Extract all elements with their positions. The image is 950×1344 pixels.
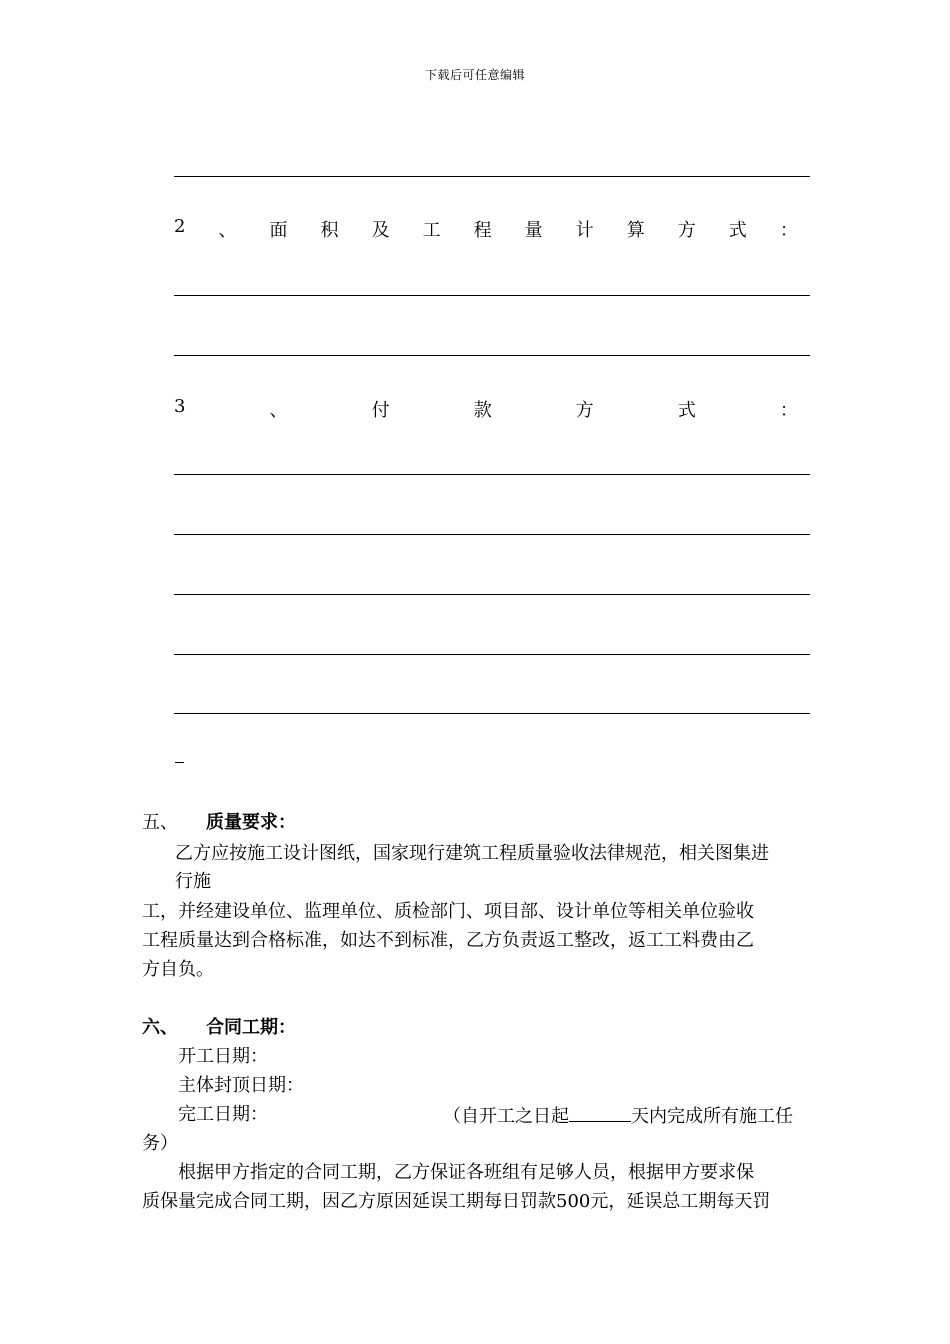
completion-note-start: （自开工之日起 [443, 1106, 569, 1127]
spread-char: 、 [218, 220, 237, 241]
blank-line [174, 594, 810, 595]
blank-line [174, 176, 810, 177]
topping-out-date-label: 主体封顶日期： [178, 1075, 304, 1096]
area-calculation-method-label [174, 216, 798, 242]
section-6-number: 六、 [142, 1017, 178, 1038]
section-5-line: 方自负。 [142, 959, 214, 980]
blank-line [174, 654, 810, 655]
days-blank [569, 1103, 631, 1122]
blank-line [174, 355, 810, 356]
spread-char: 算 [626, 220, 645, 241]
spread-char: 程 [473, 220, 492, 241]
spread-char: ： [779, 220, 798, 241]
spread-char: 面 [269, 220, 288, 241]
schedule-paragraph-line: 质保量完成合同工期，因乙方原因延误工期每日罚款500元，延误总工期每天罚 [142, 1191, 771, 1212]
spread-char: 、 [269, 400, 288, 421]
section-5-title: 质量要求： [206, 812, 296, 833]
page-header-note: 下载后可任意编辑 [424, 68, 525, 82]
section-5-line: 乙方应按施工设计图纸，国家现行建筑工程质量验收法律规范，相关图集进 [175, 843, 769, 864]
spread-char: 款 [473, 400, 492, 421]
spread-char: 量 [524, 220, 543, 241]
spread-char: 计 [575, 220, 594, 241]
spread-char: 工 [422, 220, 441, 241]
completion-note-end: 天内完成所有施工任 [631, 1106, 793, 1127]
section-5-line: 行施 [175, 871, 211, 892]
section-5-number: 五、 [142, 812, 178, 833]
blank-line [174, 534, 810, 535]
spread-char: 付 [371, 400, 390, 421]
blank-line [174, 474, 810, 475]
spread-char: 式 [728, 220, 747, 241]
spread-char: 3 [174, 396, 186, 417]
blank-line [174, 295, 810, 296]
completion-date-label: 完工日期： [178, 1104, 268, 1125]
blank-line [174, 713, 810, 714]
section-6-title: 合同工期： [206, 1017, 296, 1038]
spread-char: 2 [174, 216, 186, 237]
payment-method-label [174, 396, 798, 422]
completion-note [443, 1103, 793, 1129]
spread-char: 式 [677, 400, 696, 421]
section-5-line: 工程质量达到合格标准，如达不到标准，乙方负责返工整改，返工工料费由乙 [142, 930, 754, 951]
section-5-line: 工，并经建设单位、监理单位、质检部门、项目部、设计单位等相关单位验收 [142, 901, 754, 922]
spread-char: ： [779, 400, 798, 421]
end-dash [175, 762, 184, 763]
spread-char: 积 [320, 220, 339, 241]
completion-note-tail: 务） [142, 1133, 178, 1154]
start-date-label: 开工日期： [178, 1046, 268, 1067]
spread-char: 方 [575, 400, 594, 421]
spread-char: 及 [371, 220, 390, 241]
spread-char: 方 [677, 220, 696, 241]
schedule-paragraph-line: 根据甲方指定的合同工期，乙方保证各班组有足够人员，根据甲方要求保 [178, 1162, 754, 1183]
